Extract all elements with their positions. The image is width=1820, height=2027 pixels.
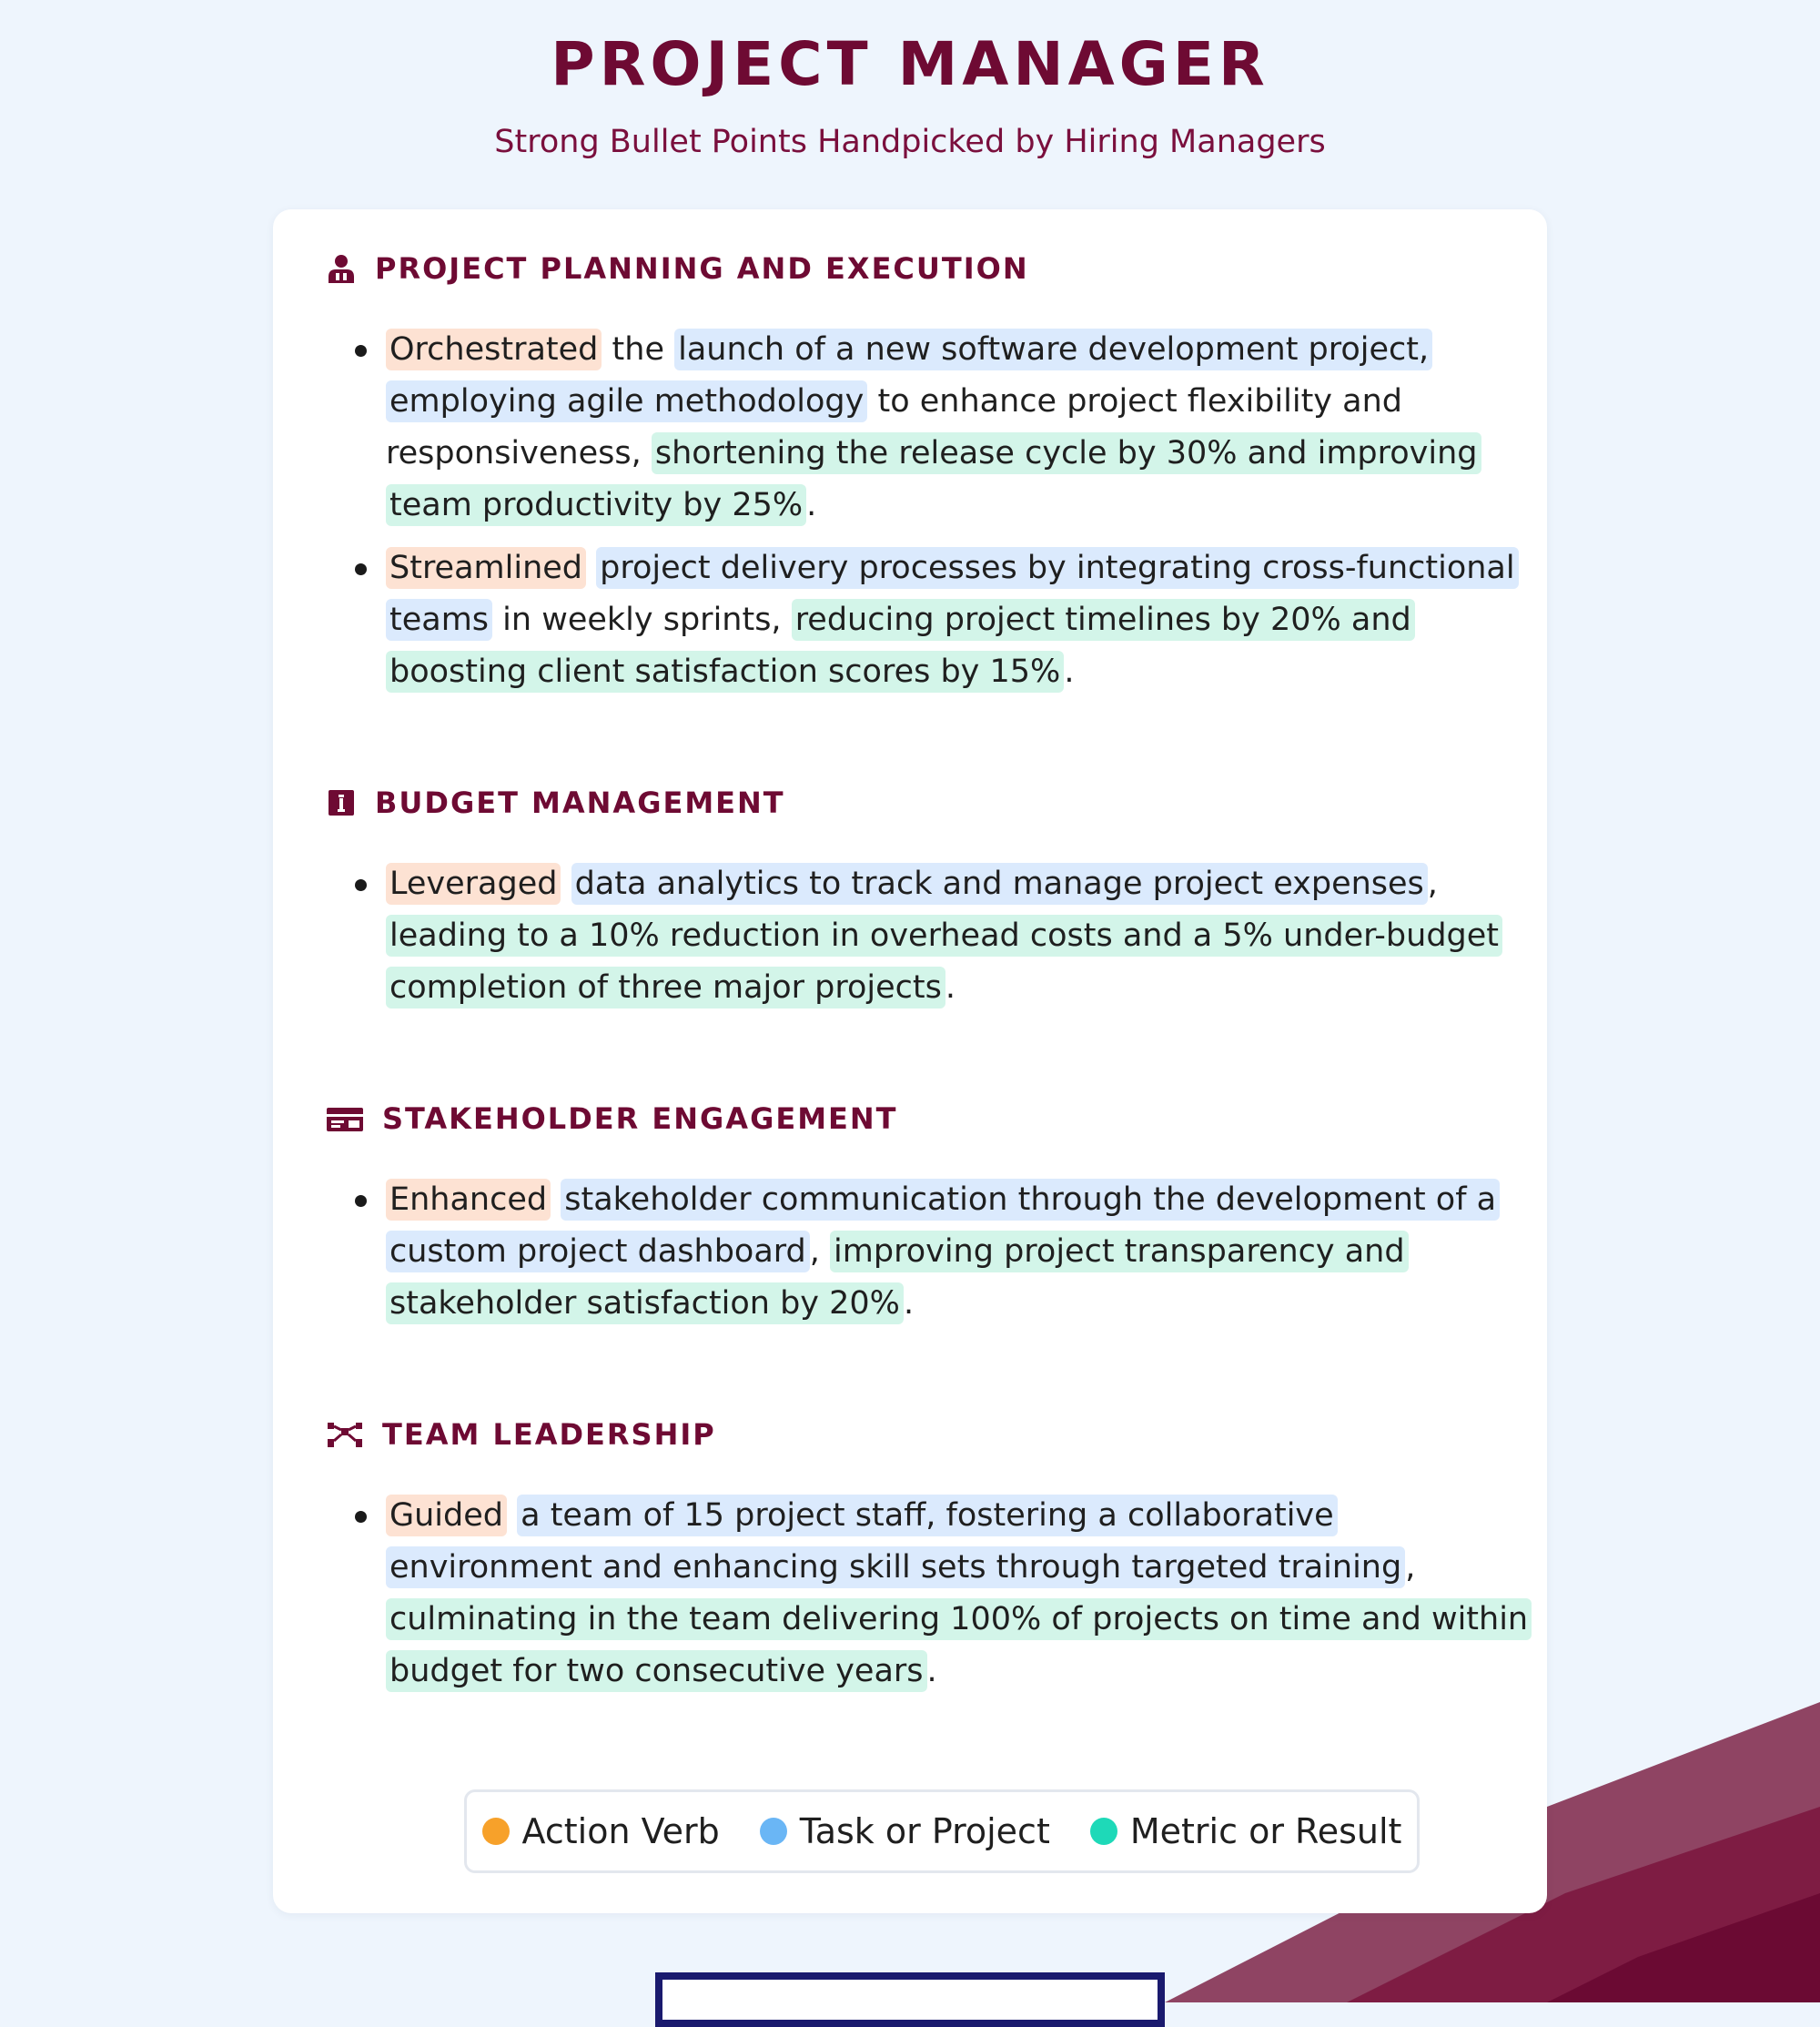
bottom-button[interactable]	[655, 1972, 1165, 2027]
metric-phrase: improving project transparency and stakeholder satisfaction by 20%	[386, 1231, 1409, 1324]
highlight-legend	[464, 1789, 1420, 1873]
section-heading	[326, 244, 1529, 293]
section-heading	[326, 778, 1529, 827]
section-team-leadership	[326, 1410, 1529, 1698]
legend-label: Action Verb	[521, 1811, 720, 1851]
task-phrase: launch of a new software development project, employing agile methodology	[386, 329, 1432, 422]
metric-phrase: shortening the release cycle by 30% and improving team productivity by 25%	[386, 432, 1481, 526]
bullet-text: .	[945, 969, 956, 1006]
section-project-planning	[326, 244, 1529, 698]
page-title: PROJECT MANAGER	[551, 29, 1269, 99]
bullet-item	[326, 1174, 1529, 1330]
bullet-text	[507, 1497, 517, 1534]
task-phrase: stakeholder communication through the development of a custom project dashboard	[386, 1179, 1500, 1272]
bullet-item	[326, 1490, 1529, 1698]
section-title: STAKEHOLDER ENGAGEMENT	[382, 1101, 898, 1136]
legend-item-task	[760, 1811, 1050, 1851]
team-icon	[326, 1419, 364, 1450]
action-verb: Guided	[386, 1495, 507, 1536]
bullet-text	[561, 866, 571, 902]
bullet-text	[551, 1181, 561, 1218]
teal-dot-icon	[1090, 1818, 1117, 1845]
page-subtitle: Strong Bullet Points Handpicked by Hiring Managers	[494, 124, 1326, 160]
dashboard-icon	[326, 1103, 364, 1134]
task-phrase: project delivery processes by integrating cross-functional teams	[386, 547, 1519, 641]
bullet-item	[326, 542, 1529, 698]
section-heading	[326, 1094, 1529, 1143]
task-phrase: data analytics to track and manage project expenses	[571, 863, 1428, 905]
manager-icon	[326, 253, 357, 284]
section-title: BUDGET MANAGEMENT	[375, 785, 785, 820]
bullet-list	[326, 324, 1529, 698]
action-verb: Leveraged	[386, 863, 561, 905]
bullet-text: .	[903, 1285, 915, 1322]
orange-dot-icon	[482, 1818, 510, 1845]
action-verb: Orchestrated	[386, 329, 602, 370]
section-stakeholder-engagement	[326, 1094, 1529, 1330]
action-verb: Enhanced	[386, 1179, 551, 1221]
bullet-item	[326, 324, 1529, 532]
section-title: PROJECT PLANNING AND EXECUTION	[375, 251, 1029, 286]
bullet-text: the	[602, 331, 675, 368]
bullet-text: .	[806, 487, 817, 523]
bullet-text: ,	[809, 1233, 831, 1270]
money-icon	[326, 787, 357, 818]
bullet-item	[326, 858, 1529, 1014]
metric-phrase: culminating in the team delivering 100% of projects on time and within budget for two consecutive years	[386, 1598, 1532, 1692]
bullet-points-card	[273, 209, 1547, 1913]
page-header	[0, 27, 1820, 162]
bullet-list	[326, 858, 1529, 1014]
action-verb: Streamlined	[386, 547, 586, 589]
bullet-text: .	[926, 1653, 937, 1689]
bullet-list	[326, 1490, 1529, 1698]
bullet-text: to enhance project flexibility and responsiveness,	[386, 383, 1402, 471]
legend-label: Task or Project	[799, 1811, 1050, 1851]
bullet-text: ,	[1427, 866, 1438, 902]
legend-item-action-verb	[482, 1811, 720, 1851]
task-phrase: a team of 15 project staff, fostering a collaborative environment and enhancing skill sets through targeted training	[386, 1495, 1405, 1588]
section-title: TEAM LEADERSHIP	[382, 1417, 716, 1452]
bullet-text: ,	[1405, 1549, 1416, 1586]
legend-label: Metric or Result	[1129, 1811, 1402, 1851]
blue-dot-icon	[760, 1818, 787, 1845]
section-heading	[326, 1410, 1529, 1459]
bullet-text	[586, 550, 596, 586]
metric-phrase: reducing project timelines by 20% and boosting client satisfaction scores by 15%	[386, 599, 1415, 693]
bullet-list	[326, 1174, 1529, 1330]
bullet-text: in weekly sprints,	[492, 602, 792, 638]
bullet-text: .	[1064, 654, 1075, 690]
legend-item-metric	[1090, 1811, 1402, 1851]
section-budget-management	[326, 778, 1529, 1014]
metric-phrase: leading to a 10% reduction in overhead costs and a 5% under-budget completion of three major projects	[386, 915, 1502, 1008]
